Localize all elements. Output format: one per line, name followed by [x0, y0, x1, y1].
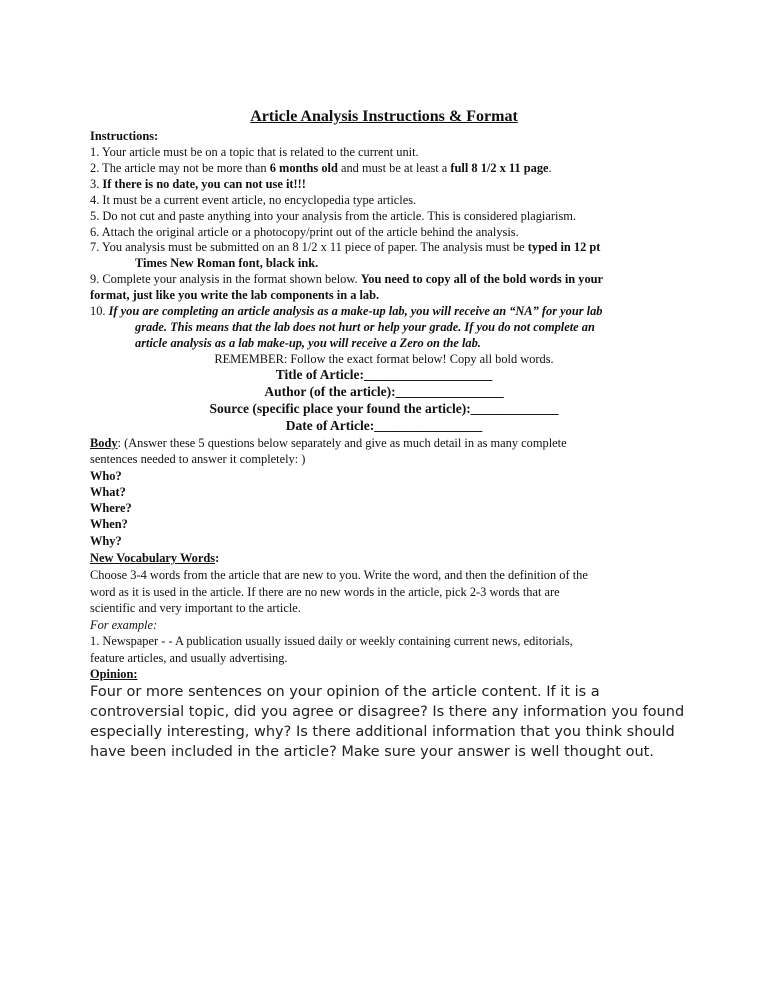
instruction-3 [90, 176, 306, 192]
opinion-text: Four or more sentences on your opinion of the article content. If it is a controversial topic, did you agree or disagree? Is there any information you found especially interesting, why? Is there additional information that you think should have been included in the article? Make sure your answer is well thought out. [90, 684, 685, 760]
question-why: Why? [90, 534, 122, 548]
format-title-of-article: Title of Article:___________________ [275, 367, 493, 382]
instruction-10-number: 10. [90, 304, 109, 318]
instruction-6: 6. Attach the original article or a photocopy/print out of the article behind the analysis. [90, 225, 519, 239]
vocab-text-2: word as it is used in the article. If there are no new words in the article, pick 2-3 words that are [90, 585, 560, 599]
question-where: Where? [90, 501, 132, 515]
instruction-7 [90, 239, 600, 255]
example-label: For example: [90, 618, 158, 632]
question-when: When? [90, 517, 128, 531]
instruction-2-part-c: and must be at least a [337, 161, 451, 175]
example-line-2: feature articles, and usually advertising. [90, 651, 288, 665]
instruction-9-part-a: 9. Complete your analysis in the format shown below. [90, 272, 361, 286]
instruction-10-text: If you are completing an article analysis as a make-up lab, you will receive an “NA” for your lab [108, 304, 603, 318]
body-label: Body [90, 436, 118, 450]
opinion-label: Opinion: [90, 667, 138, 681]
vocab-heading [90, 550, 219, 566]
vocab-text-3: scientific and very important to the article. [90, 601, 301, 615]
instruction-2-period: . [548, 161, 552, 175]
instruction-5: 5. Do not cut and paste anything into your analysis from the article. This is considered plagiarism. [90, 209, 576, 223]
format-date: Date of Article:________________ [285, 418, 483, 433]
instruction-3-bold: If there is no date, you can not use it!!! [102, 177, 306, 191]
instruction-7-part-a: 7. You analysis must be submitted on an 8 1/2 x 11 piece of paper. The analysis must be [90, 240, 528, 254]
vocab-text-1: Choose 3-4 words from the article that are new to you. Write the word, and then the definition of the [90, 568, 588, 582]
instruction-3-number: 3. [90, 177, 103, 191]
instruction-1: 1. Your article must be on a topic that is related to the current unit. [90, 145, 419, 159]
body-instructions-line-2: sentences needed to answer it completely: ) [90, 452, 306, 466]
format-author: Author (of the article):________________ [264, 384, 504, 399]
vocab-colon: : [215, 551, 220, 565]
instruction-10-line-2: grade. This means that the lab does not hurt or help your grade. If you do not complete an [135, 320, 595, 334]
question-who: Who? [90, 469, 122, 483]
format-source: Source (specific place your found the article):_____________ [209, 401, 559, 416]
instruction-7-typed: typed in 12 pt [527, 240, 601, 254]
vocab-label: New Vocabulary Words [90, 551, 216, 565]
question-what: What? [90, 485, 126, 499]
instruction-10 [90, 303, 602, 319]
instruction-9-bold: You need to copy all of the bold words in your [360, 272, 604, 286]
instruction-9-cont: format, just like you write the lab components in a lab. [90, 288, 380, 302]
instructions-heading: Instructions: [90, 129, 159, 143]
instruction-2-page-size: full 8 1/2 x 11 page [450, 161, 549, 175]
body-instructions [90, 435, 567, 451]
instruction-7-font: Times New Roman font, black ink. [135, 256, 319, 270]
instruction-2-months: 6 months old [269, 161, 338, 175]
instruction-10-line-3: article analysis as a lab make-up, you will receive a Zero on the lab. [135, 336, 481, 350]
instruction-2-part-a: 2. The article may not be more than [90, 161, 270, 175]
instruction-2 [90, 160, 552, 176]
instruction-9 [90, 271, 603, 287]
instruction-4: 4. It must be a current event article, no encyclopedia type articles. [90, 193, 417, 207]
document-title: Article Analysis Instructions & Format [250, 108, 518, 125]
example-line-1: 1. Newspaper - - A publication usually issued daily or weekly containing current news, editorials, [90, 634, 573, 648]
body-text: : (Answer these 5 questions below separately and give as much detail in as many complete [117, 436, 567, 450]
remember-note: REMEMBER: Follow the exact format below! Copy all bold words. [214, 352, 554, 366]
